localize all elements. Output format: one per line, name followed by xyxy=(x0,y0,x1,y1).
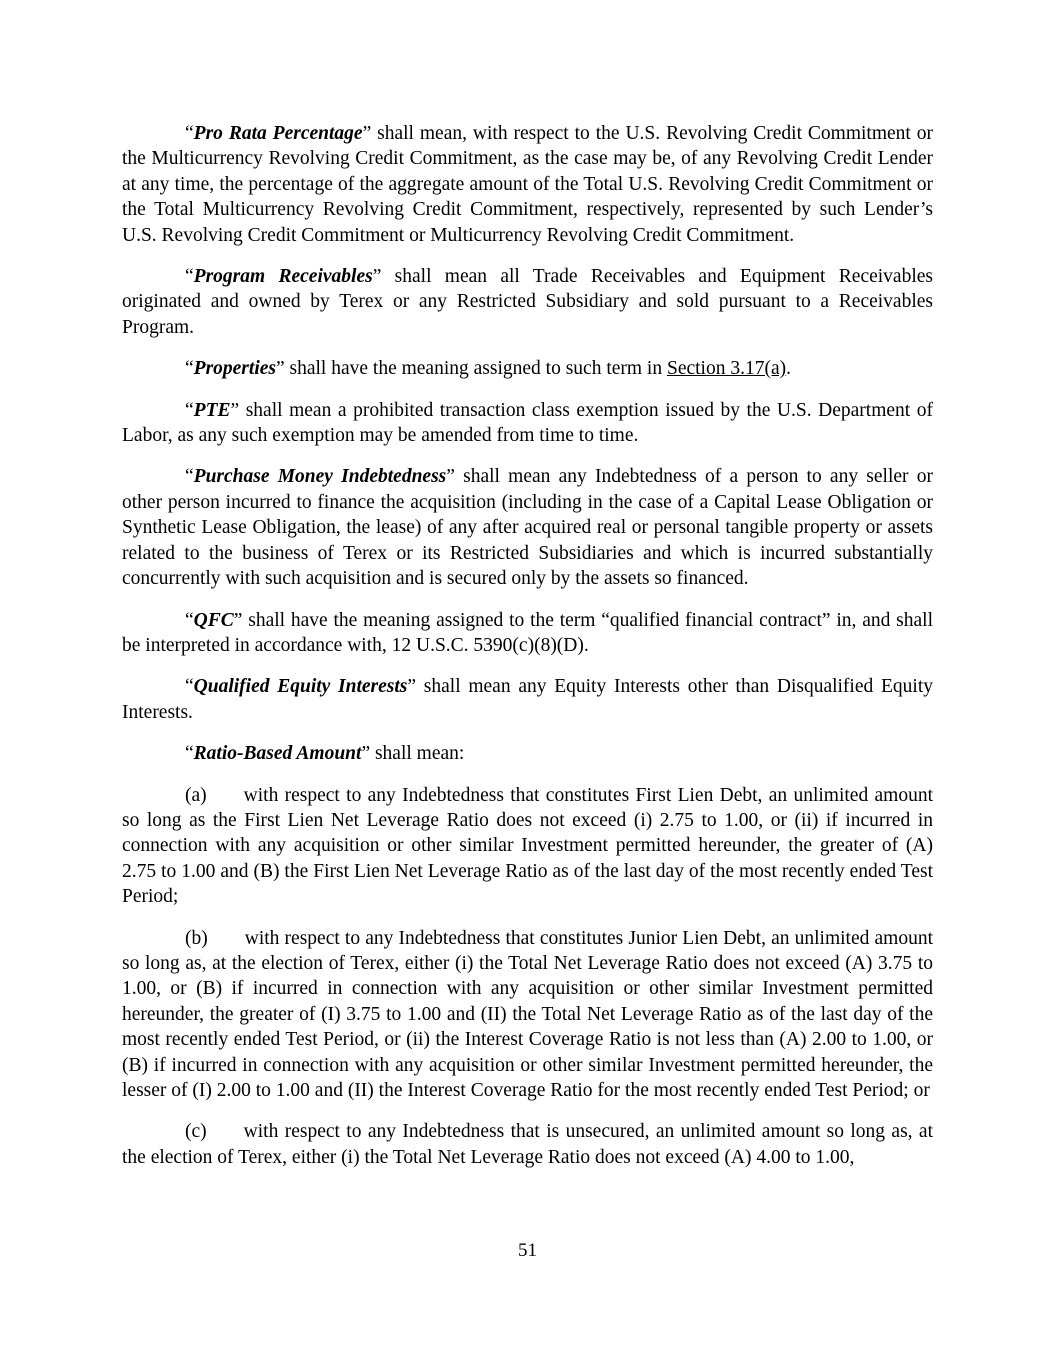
paragraph xyxy=(122,608,933,659)
paragraph xyxy=(122,356,933,381)
defined-term: Ratio-Based Amount xyxy=(193,743,362,765)
paragraph xyxy=(122,398,933,449)
text-run: “ xyxy=(185,609,194,631)
text-run: “ xyxy=(185,358,194,380)
paragraph xyxy=(122,783,933,910)
paragraph xyxy=(122,1119,933,1170)
text-run: . xyxy=(786,358,791,380)
defined-term: Purchase Money Indebtedness xyxy=(193,466,447,488)
text-run: “ xyxy=(185,676,194,698)
defined-term: Program Receivables xyxy=(193,266,373,288)
text-run: “ xyxy=(185,466,194,488)
page-number: 51 xyxy=(518,1240,537,1261)
paragraph xyxy=(122,741,933,766)
paragraph xyxy=(122,926,933,1104)
paragraph xyxy=(122,674,933,725)
text-run: with respect to any Indebtedness that is unsecured, an unlimited amount so long as, at the election of Terex, either (i) the Total Net Leverage Ratio does not exceed (A) 4.00 to 1.00, xyxy=(122,1121,933,1168)
defined-term: Properties xyxy=(193,358,276,380)
text-run: ” shall mean all Trade Receivables and Equipment Receivables originated and owned by Terex or any Restricted Subsidiary and sold pursuant to a Receivables Program. xyxy=(122,266,933,338)
paragraph xyxy=(122,464,933,591)
defined-term: Qualified Equity Interests xyxy=(193,676,408,698)
text-run: ” shall mean, with respect to the U.S. Revolving Credit Commitment or the Multicurrency Revolving Credit Commitment, as the case may be, of any Revolving Credit Lender at any time, the percentage of the aggregate amount of the Total U.S. Revolving Credit Commitment or the Total Multicurrency Revolving Credit Commitment, respectively, represented by such Lender’s U.S. Revolving Credit Commitment or Multicurrency Revolving Credit Commitment. xyxy=(122,123,933,246)
text-run: with respect to any Indebtedness that constitutes Junior Lien Debt, an unlimited amount so long as, at the election of Terex, either (i) the Total Net Leverage Ratio does not exceed (A) 3.75 to 1.00, or (B) if incurred in connection with any acquisition or other similar Investment permitted hereunder, the greater of (I) 3.75 to 1.00 and (II) the Total Net Leverage Ratio as of the last day of the most recently ended Test Period, or (ii) the Interest Coverage Ratio is not less than (A) 2.00 to 1.00, or (B) if incurred in connection with any acquisition or other similar Investment permitted hereunder, the lesser of (I) 2.00 to 1.00 and (II) the Interest Coverage Ratio for the most recently ended Test Period; or xyxy=(122,927,933,1101)
defined-term: QFC xyxy=(193,609,234,631)
text-run: (c) xyxy=(185,1121,207,1143)
section-reference: Section 3.17(a) xyxy=(666,358,787,380)
text-run: “ xyxy=(185,266,194,288)
paragraph xyxy=(122,264,933,340)
text-run: with respect to any Indebtedness that constitutes First Lien Debt, an unlimited amount so long as the First Lien Net Leverage Ratio does not exceed (i) 2.75 to 1.00, or (ii) if incurred in connection with any acquisition or other similar Investment permitted hereunder, the greater of (A) 2.75 to 1.00 and (B) the First Lien Net Leverage Ratio as of the last day of the most recently ended Test Period; xyxy=(122,784,933,908)
defined-term: Pro Rata Percentage xyxy=(193,123,363,144)
text-run: ” shall mean any Indebtedness of a person to any seller or other person incurred to finance the acquisition (including in the case of a Capital Lease Obligation or Synthetic Lease Obligation, the lease) of any after acquired real or personal tangible property or assets related to the business of Terex or its Restricted Subsidiaries and which is incurred substantially concurrently with such acquisition and is secured only by the assets so financed. xyxy=(122,466,933,590)
document-body xyxy=(122,121,933,1186)
text-run: ” shall mean any Equity Interests other than Disqualified Equity Interests. xyxy=(122,676,933,723)
paragraph xyxy=(122,121,933,248)
text-run: (a) xyxy=(185,784,207,806)
defined-term: PTE xyxy=(193,399,231,421)
text-run: “ xyxy=(185,743,194,765)
text-run: ” shall mean a prohibited transaction class exemption issued by the U.S. Department of Labor, as any such exemption may be amended from time to time. xyxy=(122,399,933,447)
text-run: “ xyxy=(185,123,194,144)
text-run: “ xyxy=(185,399,194,421)
text-run: (b) xyxy=(185,927,208,949)
text-run: ” shall have the meaning assigned to such term in xyxy=(275,358,667,380)
text-run: ” shall mean: xyxy=(361,743,465,765)
text-run: ” shall have the meaning assigned to the term “qualified financial contract” in, and shall be interpreted in accordance with, 12 U.S.C. 5390(c)(8)(D). xyxy=(122,609,933,656)
